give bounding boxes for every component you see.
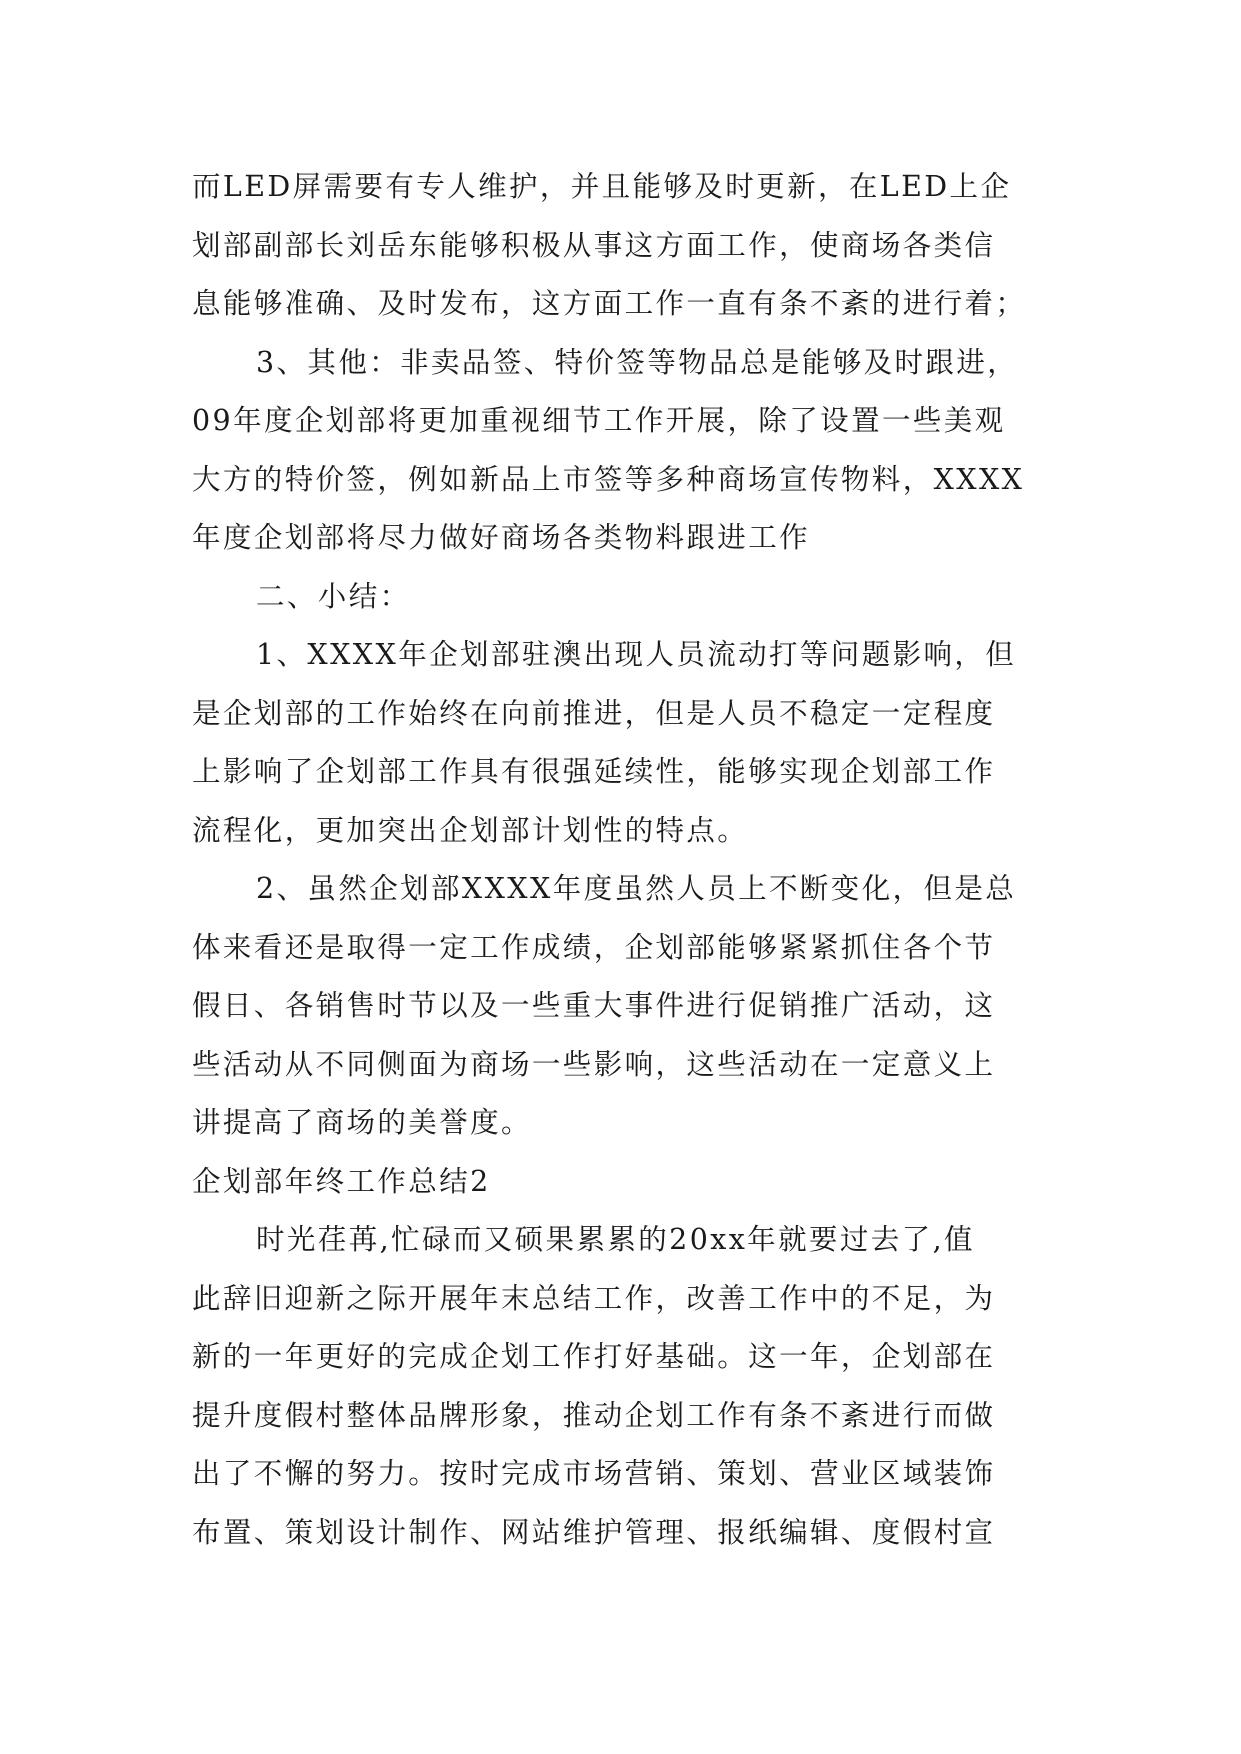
text-line: 而LED屏需要有专人维护，并且能够及时更新，在LED上企 bbox=[192, 170, 1012, 203]
text-line: 年度企划部将尽力做好商场各类物料跟进工作 bbox=[192, 521, 811, 554]
paragraph-first-line: 3、其他：非卖品签、特价签等物品总是能够及时跟进， bbox=[256, 345, 1019, 379]
paragraph-first-line: 2、虽然企划部XXXX年度虽然人员上不断变化，但是总 bbox=[256, 872, 1017, 905]
paragraph-first-line: 时光荏苒,忙碌而又硕果累累的20xx年就要过去了,值 bbox=[256, 1223, 975, 1256]
article-title: 企划部年终工作总结2 bbox=[192, 1164, 491, 1198]
text-line: 大方的特价签，例如新品上市签等多种商场宣传物料，XXXX bbox=[192, 462, 1025, 496]
text-line: 此辞旧迎新之际开展年末总结工作，改善工作中的不足，为 bbox=[192, 1281, 996, 1315]
text-line: 体来看还是取得一定工作成绩，企划部能够紧紧抓住各个节 bbox=[192, 930, 996, 964]
text-line: 息能够准确、及时发布，这方面工作一直有条不紊的进行着； bbox=[192, 287, 1027, 320]
text-line: 新的一年更好的完成企划工作打好基础。这一年，企划部在 bbox=[192, 1340, 996, 1373]
text-line: 提升度假村整体品牌形象，推动企划工作有条不紊进行而做 bbox=[192, 1398, 996, 1432]
document-body bbox=[192, 158, 1054, 1562]
paragraph-first-line: 1、XXXX年企划部驻澳出现人员流动打等问题影响，但 bbox=[256, 638, 1017, 671]
section-heading: 二、小结： bbox=[256, 579, 411, 613]
text-line: 假日、各销售时节以及一些重大事件进行促销推广活动，这 bbox=[192, 989, 996, 1022]
text-line: 出了不懈的努力。按时完成市场营销、策划、营业区域装饰 bbox=[192, 1457, 996, 1490]
text-line: 09年度企划部将更加重视细节工作开展，除了设置一些美观 bbox=[192, 404, 1006, 437]
text-line: 布置、策划设计制作、网站维护管理、报纸编辑、度假村宣 bbox=[192, 1515, 996, 1549]
text-line: 是企划部的工作始终在向前推进，但是人员不稳定一定程度 bbox=[192, 696, 996, 730]
text-line: 讲提高了商场的美誉度。 bbox=[192, 1106, 532, 1139]
text-line: 流程化，更加突出企划部计划性的特点。 bbox=[192, 813, 749, 847]
text-line: 划部副部长刘岳东能够积极从事这方面工作，使商场各类信 bbox=[192, 228, 996, 262]
text-line: 上影响了企划部工作具有很强延续性，能够实现企划部工作 bbox=[192, 755, 996, 788]
text-line: 些活动从不同侧面为商场一些影响，这些活动在一定意义上 bbox=[192, 1047, 996, 1081]
